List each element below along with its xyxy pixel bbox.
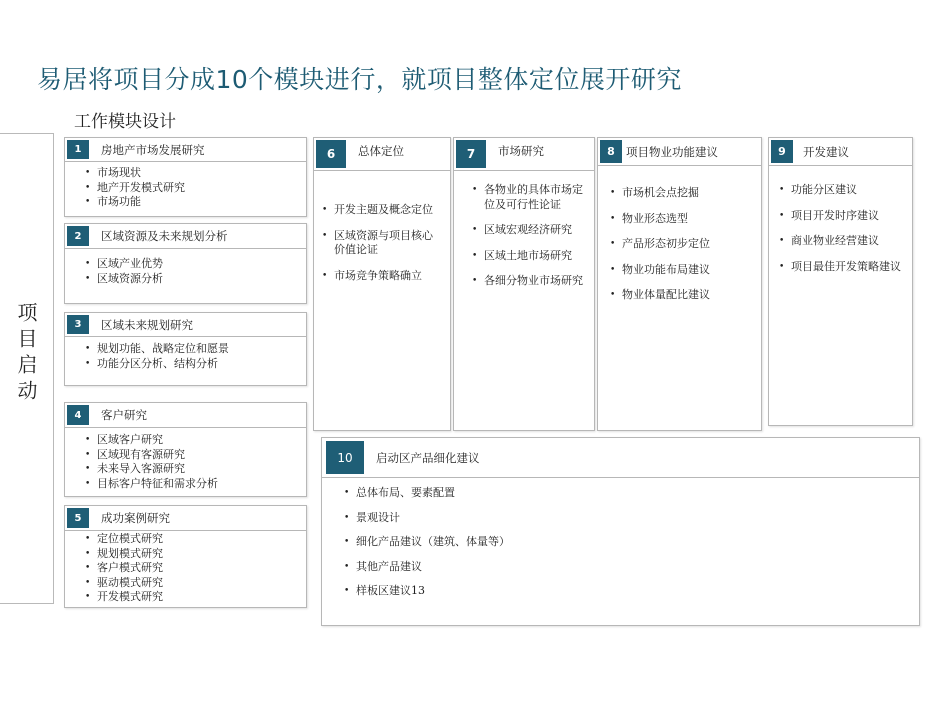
list-item: • 其他产品建议 xyxy=(356,560,909,575)
list-item: • 开发模式研究 xyxy=(97,590,306,605)
list-item: • 区域宏观经济研究 xyxy=(484,223,588,238)
module-9-number: 9 xyxy=(771,140,793,163)
module-7-header xyxy=(454,138,594,171)
module-3-title: 区域未来规划研究 xyxy=(101,317,193,332)
module-6-items xyxy=(334,203,440,283)
module-5-number: 5 xyxy=(67,508,89,528)
list-item: • 各细分物业市场研究 xyxy=(484,274,588,289)
module-10-header xyxy=(322,438,919,478)
list-item: • 驱动模式研究 xyxy=(97,576,306,591)
section-subtitle: 工作模块设计 xyxy=(74,112,176,132)
module-5-title: 成功案例研究 xyxy=(101,511,170,525)
list-item: • 物业形态选型 xyxy=(622,212,755,227)
module-4 xyxy=(64,402,307,497)
module-7-number: 7 xyxy=(456,140,486,168)
list-item: • 市场竞争策略确立 xyxy=(334,269,440,284)
list-item: • 功能分区建议 xyxy=(791,183,906,198)
module-5 xyxy=(64,505,307,608)
list-item: • 总体布局、要素配置 xyxy=(356,486,909,501)
list-item: • 地产开发模式研究 xyxy=(97,181,306,196)
module-1-number: 1 xyxy=(67,140,89,159)
module-1-title: 房地产市场发展研究 xyxy=(101,142,205,157)
list-item: • 规划模式研究 xyxy=(97,547,306,562)
module-2-items xyxy=(97,257,306,286)
module-7 xyxy=(453,137,595,431)
module-3 xyxy=(64,312,307,386)
module-10-title: 启动区产品细化建议 xyxy=(376,450,480,465)
list-item: • 物业功能布局建议 xyxy=(622,263,755,278)
list-item: • 景观设计 xyxy=(356,511,909,526)
list-item: • 功能分区分析、结构分析 xyxy=(97,357,306,372)
module-3-number: 3 xyxy=(67,315,89,334)
module-2-header xyxy=(65,224,306,249)
module-10-number: 10 xyxy=(326,441,364,474)
module-10 xyxy=(321,437,920,626)
list-item: • 物业体量配比建议 xyxy=(622,288,755,303)
module-6 xyxy=(313,137,451,431)
module-9-items xyxy=(791,183,906,274)
module-1 xyxy=(64,137,307,217)
module-2-title: 区域资源及未来规划分析 xyxy=(101,229,228,243)
module-6-number: 6 xyxy=(316,140,346,168)
module-8 xyxy=(597,137,762,431)
module-8-title: 项目物业功能建议 xyxy=(626,144,718,159)
module-8-header xyxy=(598,138,761,166)
page-title: 易居将项目分成10个模块进行，就项目整体定位展开研究 xyxy=(37,65,682,94)
module-4-items xyxy=(97,433,306,491)
list-item: • 区域客户研究 xyxy=(97,433,306,448)
list-item: • 商业物业经营建议 xyxy=(791,234,906,249)
module-3-header xyxy=(65,313,306,337)
module-2-number: 2 xyxy=(67,226,89,246)
module-9 xyxy=(768,137,913,426)
list-item: • 项目开发时序建议 xyxy=(791,209,906,224)
module-9-title: 开发建议 xyxy=(803,144,849,159)
module-1-header xyxy=(65,138,306,162)
module-6-header xyxy=(314,138,450,171)
list-item: • 区域土地市场研究 xyxy=(484,249,588,264)
list-item: • 客户模式研究 xyxy=(97,561,306,576)
list-item: • 样板区建议13 xyxy=(356,584,909,599)
list-item: • 市场现状 xyxy=(97,166,306,181)
list-item: • 产品形态初步定位 xyxy=(622,237,755,252)
project-start-box xyxy=(0,133,54,604)
list-item: • 开发主题及概念定位 xyxy=(334,203,440,218)
list-item: • 未来导入客源研究 xyxy=(97,462,306,477)
module-4-title: 客户研究 xyxy=(101,408,147,422)
module-4-header xyxy=(65,403,306,428)
module-5-header xyxy=(65,506,306,531)
module-2 xyxy=(64,223,307,304)
list-item: • 区域现有客源研究 xyxy=(97,448,306,463)
list-item: • 项目最佳开发策略建议 xyxy=(791,260,906,275)
module-10-items xyxy=(356,486,909,599)
list-item: • 规划功能、战略定位和愿景 xyxy=(97,342,306,357)
module-3-items xyxy=(97,342,306,371)
list-item: • 目标客户特征和需求分析 xyxy=(97,477,306,492)
module-8-items xyxy=(622,186,755,303)
list-item: • 定位模式研究 xyxy=(97,532,306,547)
module-7-items xyxy=(484,183,588,289)
list-item: • 市场功能 xyxy=(97,195,306,210)
project-start-label: 项目启动 xyxy=(14,301,38,406)
module-9-header xyxy=(769,138,912,166)
module-5-items xyxy=(97,532,306,605)
module-6-title: 总体定位 xyxy=(358,144,404,158)
module-1-items xyxy=(97,166,306,210)
list-item: • 各物业的具体市场定位及可行性论证 xyxy=(484,183,588,212)
module-8-number: 8 xyxy=(600,140,622,163)
module-7-title: 市场研究 xyxy=(498,144,544,158)
list-item: • 区域资源与项目核心价值论证 xyxy=(334,229,440,258)
module-4-number: 4 xyxy=(67,405,89,425)
list-item: • 区域产业优势 xyxy=(97,257,306,272)
list-item: • 细化产品建议（建筑、体量等） xyxy=(356,535,909,550)
list-item: • 区域资源分析 xyxy=(97,272,306,287)
list-item: • 市场机会点挖掘 xyxy=(622,186,755,201)
